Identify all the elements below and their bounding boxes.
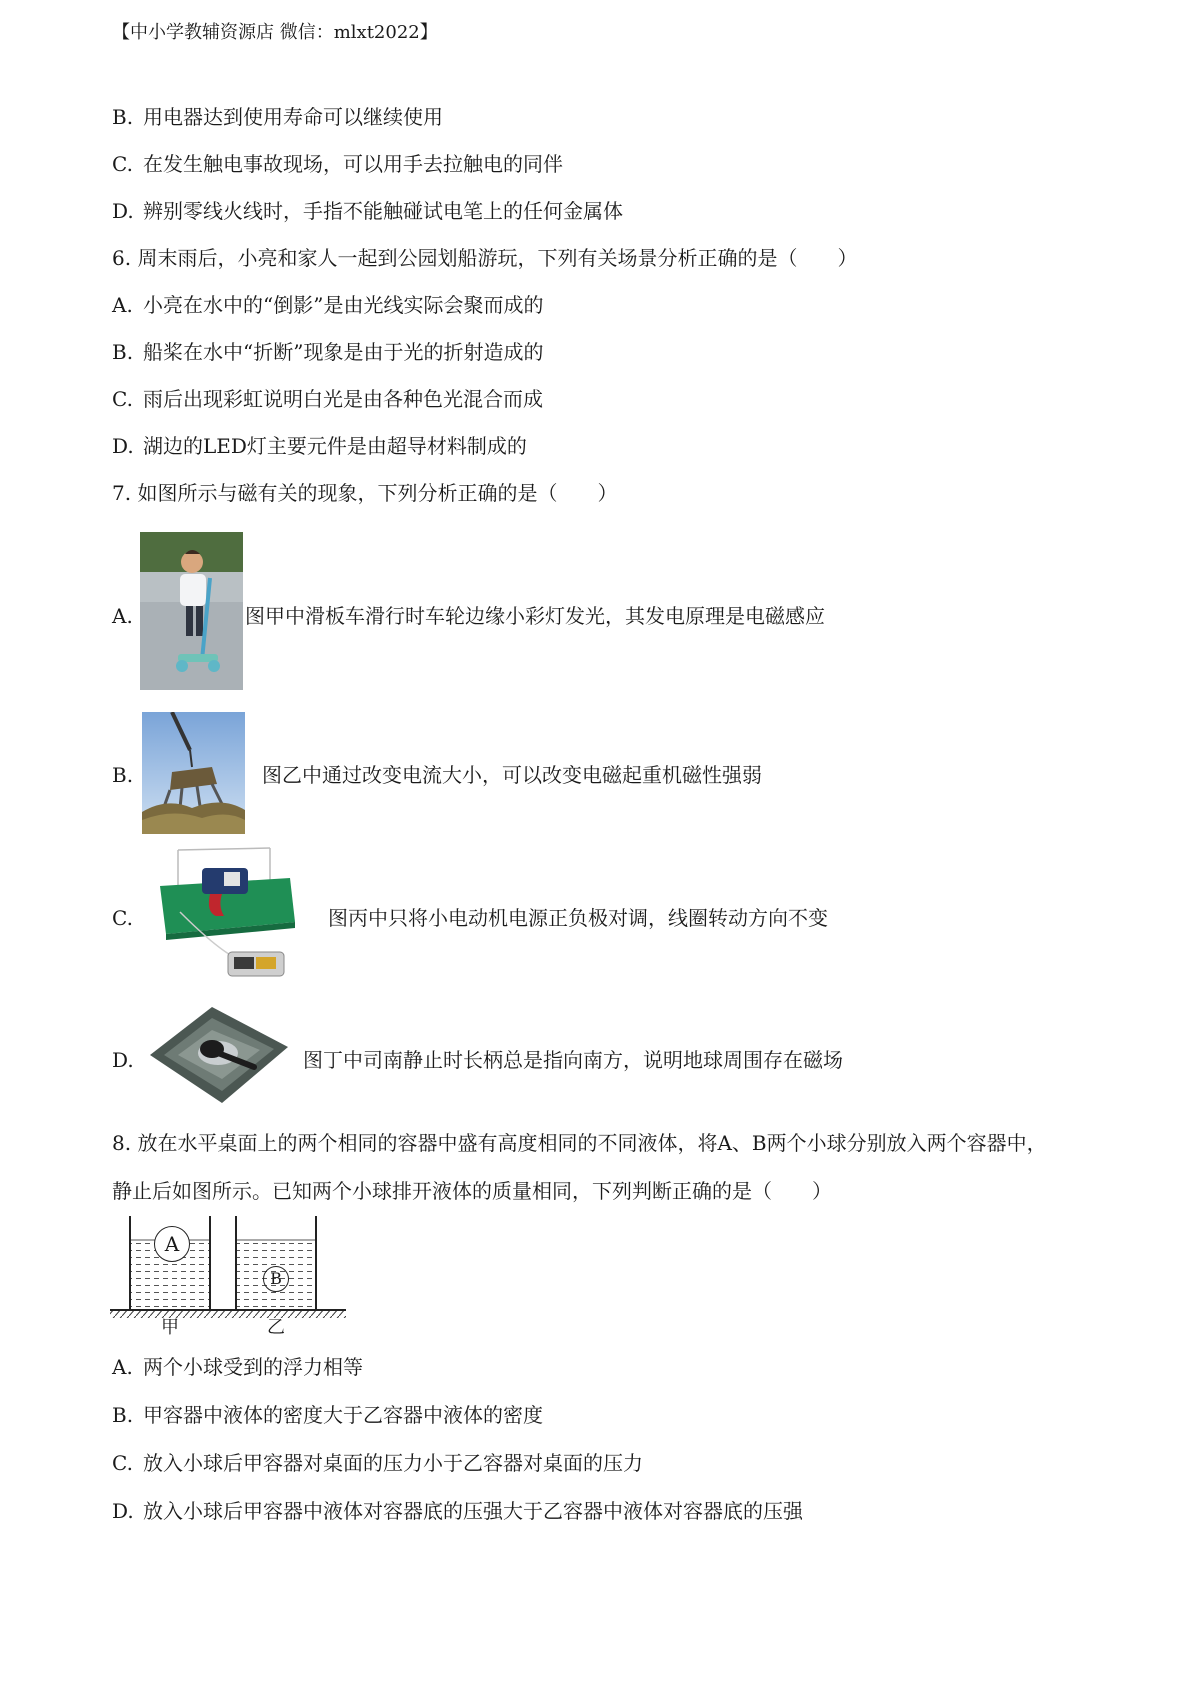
q6-option-b-letter: B. bbox=[112, 340, 134, 364]
q7-option-d-letter: D. bbox=[112, 1048, 134, 1072]
q7-option-c-letter: C. bbox=[112, 906, 133, 930]
electromagnetic-crane-photo bbox=[142, 712, 245, 834]
q5-option-c-text: 在发生触电事故现场，可以用手去拉触电的同伴 bbox=[143, 152, 563, 176]
q7-stem: 7. 如图所示与磁有关的现象，下列分析正确的是（ ） bbox=[112, 481, 618, 505]
ball-b: B bbox=[263, 1266, 289, 1292]
q8-option-a-letter: A. bbox=[112, 1355, 133, 1379]
containers-figure bbox=[108, 1212, 348, 1340]
q8-option-d-letter: D. bbox=[112, 1499, 134, 1523]
q8-option-d-text: 放入小球后甲容器中液体对容器底的压强大于乙容器中液体对容器底的压强 bbox=[143, 1499, 803, 1523]
q7-option-b-letter: B. bbox=[112, 763, 134, 787]
sinan-compass-photo bbox=[142, 1003, 292, 1107]
electric-motor-photo bbox=[160, 842, 300, 982]
q7-option-a-text: 图甲中滑板车滑行时车轮边缘小彩灯发光，其发电原理是电磁感应 bbox=[245, 604, 825, 628]
q6-option-d-letter: D. bbox=[112, 434, 134, 458]
q6-option-c-text: 雨后出现彩虹说明白光是由各种色光混合而成 bbox=[143, 387, 543, 411]
ball-a: A bbox=[154, 1226, 190, 1262]
q7-option-a-letter: A. bbox=[112, 604, 133, 628]
q5-option-b-letter: B. bbox=[112, 105, 134, 129]
q8-stem-line1: 8. 放在水平桌面上的两个相同的容器中盛有高度相同的不同液体，将A、B两个小球分别放入两个容器中， bbox=[112, 1131, 1047, 1155]
q6-option-a-text: 小亮在水中的“倒影”是由光线实际会聚而成的 bbox=[143, 293, 544, 317]
q6-option-d-text: 湖边的LED灯主要元件是由超导材料制成的 bbox=[143, 434, 527, 458]
q8-stem-line2: 静止后如图所示。已知两个小球排开液体的质量相同，下列判断正确的是（ ） bbox=[112, 1179, 832, 1203]
q8-option-c-text: 放入小球后甲容器对桌面的压力小于乙容器对桌面的压力 bbox=[143, 1451, 643, 1475]
container-label-right: 乙 bbox=[267, 1317, 285, 1338]
q7-option-d-text: 图丁中司南静止时长柄总是指向南方，说明地球周围存在磁场 bbox=[303, 1048, 843, 1072]
q5-option-b-text: 用电器达到使用寿命可以继续使用 bbox=[143, 105, 443, 129]
q6-option-b-text: 船桨在水中“折断”现象是由于光的折射造成的 bbox=[143, 340, 544, 364]
q7-option-c-text: 图丙中只将小电动机电源正负极对调，线圈转动方向不变 bbox=[328, 906, 828, 930]
q8-option-a-text: 两个小球受到的浮力相等 bbox=[143, 1355, 363, 1379]
scooter-photo bbox=[140, 532, 243, 690]
q5-option-d-letter: D. bbox=[112, 199, 134, 223]
q8-option-b-text: 甲容器中液体的密度大于乙容器中液体的密度 bbox=[143, 1403, 543, 1427]
container-label-left: 甲 bbox=[161, 1317, 179, 1338]
q8-option-b-letter: B. bbox=[112, 1403, 134, 1427]
q5-option-c-letter: C. bbox=[112, 152, 133, 176]
q6-option-a-letter: A. bbox=[112, 293, 133, 317]
q6-option-c-letter: C. bbox=[112, 387, 133, 411]
q6-stem: 6. 周末雨后，小亮和家人一起到公园划船游玩，下列有关场景分析正确的是（ ） bbox=[112, 246, 858, 270]
watermark: 【中小学教辅资源店 微信：mlxt2022】 bbox=[112, 22, 438, 43]
q7-option-b-text: 图乙中通过改变电流大小，可以改变电磁起重机磁性强弱 bbox=[262, 763, 762, 787]
q5-option-d-text: 辨别零线火线时，手指不能触碰试电笔上的任何金属体 bbox=[143, 199, 623, 223]
q8-option-c-letter: C. bbox=[112, 1451, 133, 1475]
